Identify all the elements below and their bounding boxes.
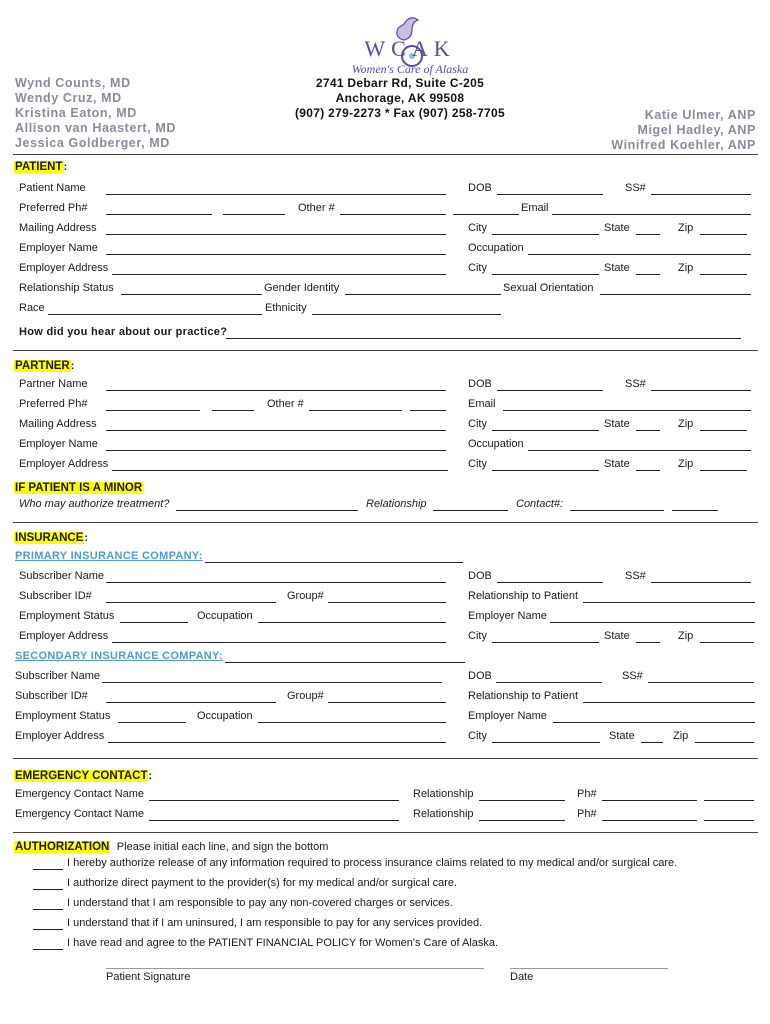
insurance-section-title xyxy=(14,528,88,546)
partner-state-label: State xyxy=(604,418,630,430)
patient-mailing-label: Mailing Address xyxy=(19,222,97,234)
patient-emp-zip-field[interactable] xyxy=(700,274,747,275)
authorization-section-title xyxy=(14,837,328,855)
partner-emp-city-field[interactable] xyxy=(492,470,599,471)
initial-field[interactable] xyxy=(33,949,63,950)
sexual-orientation-label: Sexual Orientation xyxy=(503,282,594,294)
primary-relationship-field[interactable] xyxy=(583,602,755,603)
secondary-employer-field[interactable] xyxy=(553,722,755,723)
patient-state-label: State xyxy=(604,222,630,234)
primary-employer-address-field[interactable] xyxy=(112,642,446,643)
primary-subscriber-id-field[interactable] xyxy=(106,602,276,603)
primary-dob-label: DOB xyxy=(468,570,492,582)
section-heading: PATIENT xyxy=(15,161,63,173)
authorization-item: I have read and agree to the PATIENT FINANCIAL POLICY for Women's Care of Alaska. xyxy=(67,937,499,949)
patient-phone-field-2[interactable] xyxy=(223,214,285,215)
patient-zip-field[interactable] xyxy=(700,234,747,235)
partner-phone-field[interactable] xyxy=(106,410,200,411)
gender-identity-label: Gender Identity xyxy=(264,282,340,294)
patient-ssn-label: SS# xyxy=(625,182,646,194)
authorization-item: I understand that if I am uninsured, I am responsible to pay for any services provided. xyxy=(67,917,483,929)
emergency-section-title xyxy=(14,766,152,784)
patient-other-label: Other # xyxy=(298,202,335,214)
secondary-occupation-label: Occupation xyxy=(197,710,253,722)
primary-dob-field[interactable] xyxy=(497,582,603,583)
emergency-name-field[interactable] xyxy=(149,800,399,801)
secondary-group-field[interactable] xyxy=(328,702,446,703)
primary-state-label: State xyxy=(604,630,630,642)
partner-dob-field[interactable] xyxy=(497,390,603,391)
partner-other-field[interactable] xyxy=(309,410,402,411)
patient-occupation-label: Occupation xyxy=(468,242,524,254)
minor-relationship-field[interactable] xyxy=(433,510,508,511)
address-line: 2741 Debarr Rd, Suite C-205 xyxy=(315,76,485,90)
patient-emp-city-field[interactable] xyxy=(492,274,599,275)
authorization-item: I authorize direct payment to the provider(s) for my medical and/or surgical care. xyxy=(67,877,458,889)
partner-emp-zip-field[interactable] xyxy=(700,470,747,471)
patient-email-field-a[interactable] xyxy=(453,214,519,215)
partner-emp-city-label: City xyxy=(468,458,487,470)
patient-name-label: Patient Name xyxy=(19,182,86,194)
heading-colon: : xyxy=(63,161,68,173)
relationship-status-field[interactable] xyxy=(121,294,262,295)
heading-colon: : xyxy=(84,532,89,544)
secondary-insurance-label: SECONDARY INSURANCE COMPANY: xyxy=(15,650,223,662)
ethnicity-label: Ethnicity xyxy=(265,302,307,314)
secondary-relationship-label: Relationship to Patient xyxy=(468,690,579,702)
date-field[interactable] xyxy=(510,968,668,969)
partner-dob-label: DOB xyxy=(468,378,492,390)
partner-zip-field[interactable] xyxy=(700,430,747,431)
patient-city-label: City xyxy=(468,222,487,234)
emergency-phone-field-3[interactable] xyxy=(602,820,697,821)
primary-employment-status-field[interactable] xyxy=(120,622,188,623)
section-heading: PARTNER xyxy=(15,360,70,372)
emergency-relationship-field[interactable] xyxy=(479,800,565,801)
phone-fax-line: (907) 279-2273 * Fax (907) 258-7705 xyxy=(295,106,505,120)
partner-name-label: Partner Name xyxy=(19,378,88,390)
secondary-ssn-label: SS# xyxy=(622,670,643,682)
secondary-insurance-field[interactable] xyxy=(225,662,465,663)
partner-employer-label: Employer Name xyxy=(19,438,98,450)
patient-phone-field[interactable] xyxy=(106,214,212,215)
primary-city-label: City xyxy=(468,630,487,642)
section-divider xyxy=(13,522,758,523)
primary-group-field[interactable] xyxy=(328,602,446,603)
date-label: Date xyxy=(510,971,534,983)
logo-letters: WCAK xyxy=(364,36,456,61)
secondary-state-field[interactable] xyxy=(641,742,663,743)
primary-group-label: Group# xyxy=(287,590,324,602)
minor-contact-field[interactable] xyxy=(570,510,664,511)
primary-zip-field[interactable] xyxy=(700,642,754,643)
emergency-relationship-field-2[interactable] xyxy=(479,820,565,821)
section-divider xyxy=(13,154,758,155)
secondary-group-label: Group# xyxy=(287,690,324,702)
secondary-city-field[interactable] xyxy=(492,742,600,743)
emergency-relationship-label-2: Relationship xyxy=(413,808,474,820)
primary-subscriber-name-field[interactable] xyxy=(106,582,446,583)
signature-field[interactable] xyxy=(106,968,484,969)
initial-field[interactable] xyxy=(33,869,63,870)
secondary-employment-status-field[interactable] xyxy=(118,722,186,723)
doctor-name: Kristina Eaton, MD xyxy=(15,106,137,120)
patient-emp-zip-label: Zip xyxy=(678,262,694,274)
patient-email-field[interactable] xyxy=(552,214,751,215)
doctor-name: Wynd Counts, MD xyxy=(15,76,131,90)
provider-name: Migel Hadley, ANP xyxy=(637,123,756,137)
race-label: Race xyxy=(19,302,45,314)
authorization-item: I understand that I am responsible to pay any non-covered charges or services. xyxy=(67,897,453,909)
secondary-subscriber-name-field[interactable] xyxy=(102,682,442,683)
partner-mailing-field[interactable] xyxy=(106,430,446,431)
authorizer-field[interactable] xyxy=(176,510,358,511)
partner-city-field[interactable] xyxy=(492,430,599,431)
relationship-status-label: Relationship Status xyxy=(19,282,114,294)
minor-contact-field-2[interactable] xyxy=(672,510,718,511)
primary-city-field[interactable] xyxy=(492,642,599,643)
partner-occupation-field[interactable] xyxy=(528,450,751,451)
emergency-name-field-2[interactable] xyxy=(149,820,399,821)
patient-name-field[interactable] xyxy=(106,194,446,195)
secondary-state-label: State xyxy=(609,730,635,742)
authorization-intro: Please initial each line, and sign the bottom xyxy=(116,841,329,853)
minor-relationship-label: Relationship xyxy=(366,498,427,510)
secondary-zip-label: Zip xyxy=(673,730,689,742)
provider-name: Winifred Koehler, ANP xyxy=(611,138,756,152)
patient-employer-label: Employer Name xyxy=(19,242,98,254)
patient-phone-label: Preferred Ph# xyxy=(19,202,88,214)
section-heading: EMERGENCY CONTACT xyxy=(15,770,148,782)
address-line: Anchorage, AK 99508 xyxy=(335,91,465,105)
initial-field[interactable] xyxy=(33,929,63,930)
emergency-phone-field-2[interactable] xyxy=(704,800,754,801)
partner-section-title xyxy=(14,356,74,374)
emergency-phone-field-4[interactable] xyxy=(704,820,754,821)
primary-subscriber-name-label: Subscriber Name xyxy=(19,570,104,582)
primary-ssn-field[interactable] xyxy=(651,582,751,583)
initial-field[interactable] xyxy=(33,889,63,890)
secondary-subscriber-name-label: Subscriber Name xyxy=(15,670,100,682)
ethnicity-field[interactable] xyxy=(312,314,501,315)
partner-other-label: Other # xyxy=(267,398,304,410)
initial-field[interactable] xyxy=(33,909,63,910)
section-divider xyxy=(13,832,758,833)
secondary-city-label: City xyxy=(468,730,487,742)
partner-employer-address-label: Employer Address xyxy=(19,458,109,470)
partner-employer-field[interactable] xyxy=(106,450,446,451)
patient-emp-state-field[interactable] xyxy=(636,274,660,275)
patient-state-field[interactable] xyxy=(636,234,660,235)
primary-zip-label: Zip xyxy=(678,630,694,642)
primary-relationship-label: Relationship to Patient xyxy=(468,590,579,602)
partner-emp-zip-label: Zip xyxy=(678,458,694,470)
partner-phone-field-2[interactable] xyxy=(212,410,254,411)
secondary-zip-field[interactable] xyxy=(695,742,754,743)
secondary-employer-label: Employer Name xyxy=(468,710,547,722)
patient-email-label: Email xyxy=(521,202,549,214)
emergency-phone-label: Ph# xyxy=(577,788,597,800)
primary-employer-address-label: Employer Address xyxy=(19,630,109,642)
patient-occupation-field[interactable] xyxy=(528,254,751,255)
partner-other-field-2[interactable] xyxy=(410,410,446,411)
doctor-name: Allison van Haastert, MD xyxy=(15,121,176,135)
authorizer-label: Who may authorize treatment? xyxy=(19,498,170,510)
partner-state-field[interactable] xyxy=(636,430,660,431)
partner-emp-state-field[interactable] xyxy=(636,470,660,471)
provider-name: Katie Ulmer, ANP xyxy=(644,108,756,122)
primary-employer-field[interactable] xyxy=(550,622,755,623)
referral-source-label: How did you hear about our practice? xyxy=(19,326,228,338)
partner-phone-label: Preferred Ph# xyxy=(19,398,88,410)
section-divider xyxy=(13,350,758,351)
doctor-name: Wendy Cruz, MD xyxy=(15,91,122,105)
section-divider xyxy=(13,758,758,759)
signature-label: Patient Signature xyxy=(106,971,191,983)
patient-dob-field[interactable] xyxy=(497,194,603,195)
secondary-employer-address-label: Employer Address xyxy=(15,730,105,742)
primary-insurance-label: PRIMARY INSURANCE COMPANY: xyxy=(15,550,203,562)
partner-employer-address-field[interactable] xyxy=(112,470,448,471)
patient-other-field[interactable] xyxy=(340,214,446,215)
secondary-dob-label: DOB xyxy=(468,670,492,682)
emergency-phone-field[interactable] xyxy=(602,800,697,801)
primary-ssn-label: SS# xyxy=(625,570,646,582)
secondary-occupation-field[interactable] xyxy=(258,722,446,723)
emergency-name-label: Emergency Contact Name xyxy=(15,788,144,800)
patient-dob-label: DOB xyxy=(468,182,492,194)
patient-section-title xyxy=(14,157,67,175)
primary-occupation-label: Occupation xyxy=(197,610,253,622)
emergency-phone-label-2: Ph# xyxy=(577,808,597,820)
secondary-subscriber-id-field[interactable] xyxy=(106,702,276,703)
gender-identity-field[interactable] xyxy=(345,294,501,295)
secondary-dob-field[interactable] xyxy=(496,682,602,683)
partner-zip-label: Zip xyxy=(678,418,694,430)
race-field[interactable] xyxy=(48,314,262,315)
primary-employment-status-label: Employment Status xyxy=(19,610,115,622)
logo-tagline: Women's Care of Alaska xyxy=(351,62,469,76)
minor-contact-label: Contact#: xyxy=(516,498,564,510)
secondary-relationship-field[interactable] xyxy=(583,702,755,703)
patient-mailing-field[interactable] xyxy=(106,234,446,235)
partner-email-label: Email xyxy=(468,398,496,410)
section-heading: AUTHORIZATION xyxy=(15,841,110,853)
primary-employer-label: Employer Name xyxy=(468,610,547,622)
sexual-orientation-field[interactable] xyxy=(600,294,751,295)
patient-employer-field[interactable] xyxy=(106,254,446,255)
primary-state-field[interactable] xyxy=(636,642,660,643)
partner-ssn-field[interactable] xyxy=(651,390,751,391)
patient-emp-state-label: State xyxy=(604,262,630,274)
partner-ssn-label: SS# xyxy=(625,378,646,390)
partner-name-field[interactable] xyxy=(106,390,446,391)
patient-ssn-field[interactable] xyxy=(651,194,751,195)
primary-insurance-field[interactable] xyxy=(205,562,463,563)
secondary-employer-address-field[interactable] xyxy=(108,742,446,743)
secondary-employment-status-label: Employment Status xyxy=(15,710,111,722)
partner-occupation-label: Occupation xyxy=(468,438,524,450)
patient-zip-label: Zip xyxy=(678,222,694,234)
primary-occupation-field[interactable] xyxy=(258,622,446,623)
heading-colon: : xyxy=(148,770,153,782)
doctor-name: Jessica Goldberger, MD xyxy=(15,136,170,150)
minor-section-title xyxy=(14,478,143,496)
patient-employer-address-label: Employer Address xyxy=(19,262,109,274)
patient-city-field[interactable] xyxy=(492,234,599,235)
partner-emp-state-label: State xyxy=(604,458,630,470)
partner-mailing-label: Mailing Address xyxy=(19,418,97,430)
patient-emp-city-label: City xyxy=(468,262,487,274)
primary-subscriber-id-label: Subscriber ID# xyxy=(19,590,92,602)
authorization-item: I hereby authorize release of any information required to process insurance claims related to my medical and/or surgical care. xyxy=(67,857,678,869)
emergency-name-label-2: Emergency Contact Name xyxy=(15,808,144,820)
section-heading: INSURANCE xyxy=(15,532,84,544)
secondary-subscriber-id-label: Subscriber ID# xyxy=(15,690,88,702)
heading-colon: : xyxy=(70,360,75,372)
section-heading: IF PATIENT IS A MINOR xyxy=(15,482,143,494)
patient-employer-address-field[interactable] xyxy=(112,274,446,275)
referral-source-field[interactable] xyxy=(226,338,741,339)
partner-email-field[interactable] xyxy=(503,410,751,411)
secondary-ssn-field[interactable] xyxy=(648,682,754,683)
partner-city-label: City xyxy=(468,418,487,430)
emergency-relationship-label: Relationship xyxy=(413,788,474,800)
